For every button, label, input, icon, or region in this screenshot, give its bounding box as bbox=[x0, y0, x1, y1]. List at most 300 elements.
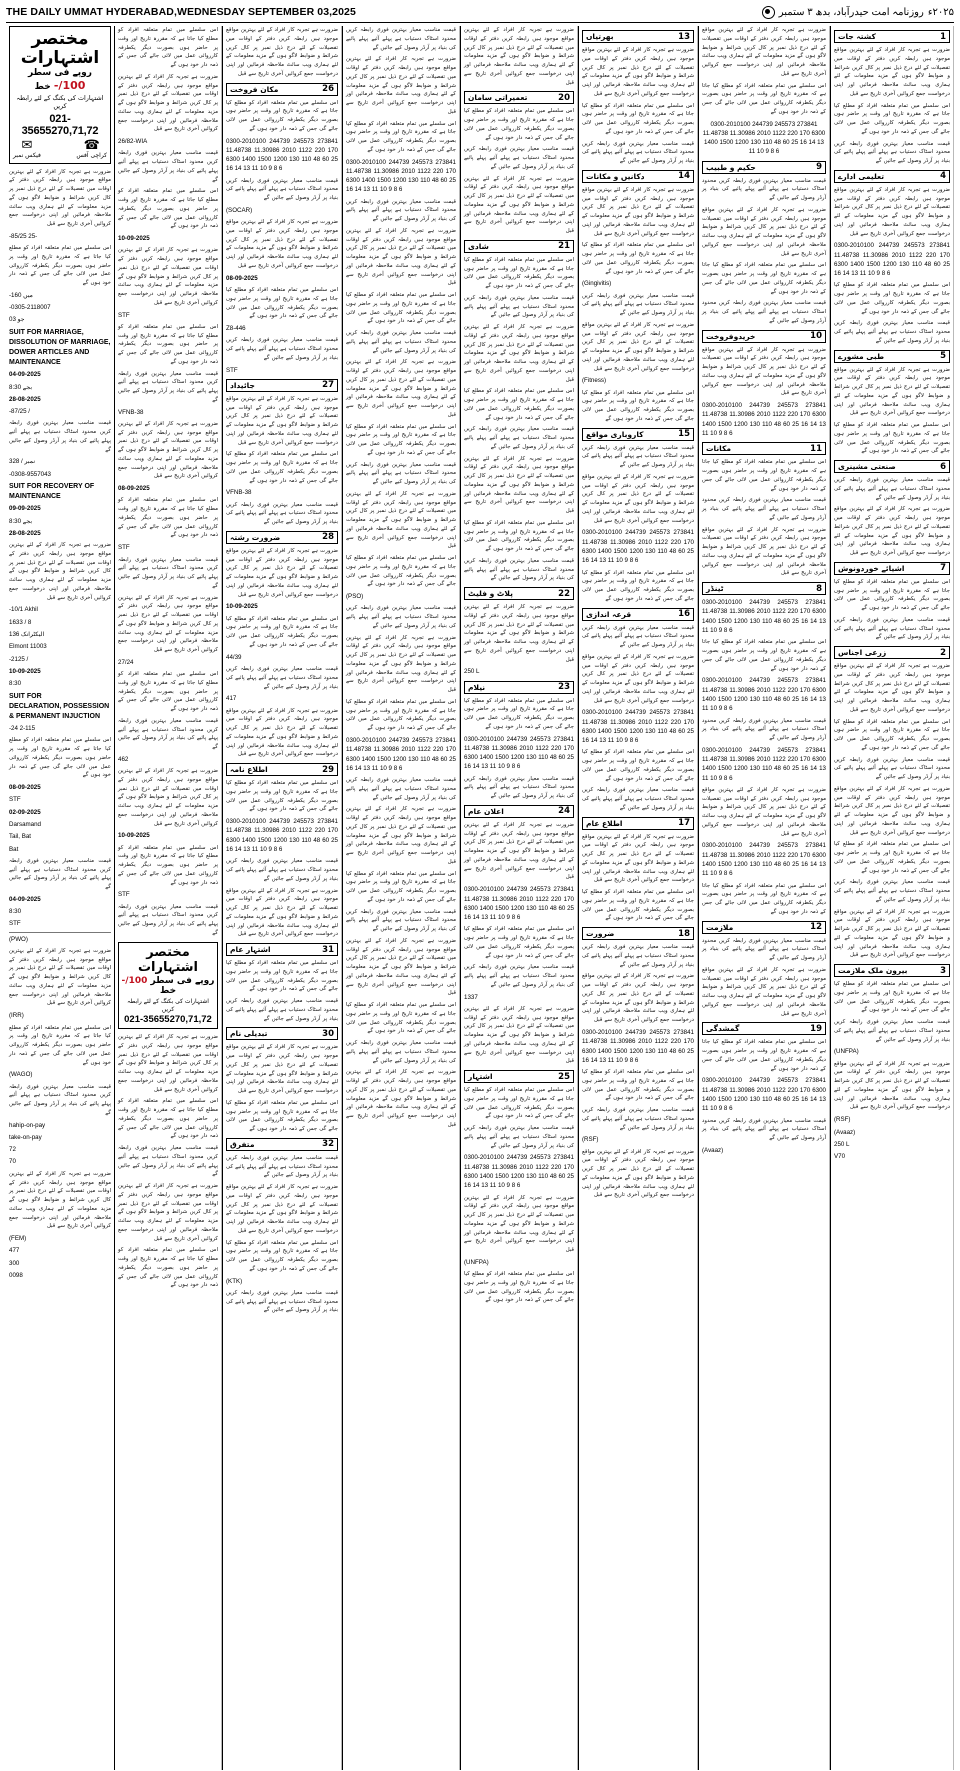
ad-label: بیرون ملک ملازمت bbox=[838, 966, 908, 976]
price-note: 0300-2010100 244739 245573 273841 11.48738 11.30986 2010 1122 220 170 6300 1400 1500 1200 130 110 48 60 25 16 14 13 11 10 9 8 6 bbox=[702, 1077, 826, 1113]
ad-header-12[interactable] bbox=[702, 921, 826, 934]
classified-text: قیمت مناسب معیار بہترین فوری رابطہ کریں محدود اسٹاک دستیاب ہے پہلے آئیے پہلے پائیے کی بنیاد پر آرڈر وصول کیے جائیں گے bbox=[226, 998, 338, 1022]
classified-text: اس سلسلے میں تمام متعلقہ افراد کو مطلع کیا جاتا ہے کہ مقررہ تاریخ اور وقت پر حاضر ہوں بصورت دیگر یکطرفہ کارروائی عمل میں لائی جائے گی جس کے ذمہ دار خود ہوں گے bbox=[226, 451, 338, 484]
misc-code: (UNFPA) bbox=[464, 1258, 489, 1266]
classified-text: قیمت مناسب معیار بہترین فوری رابطہ کریں محدود اسٹاک دستیاب ہے پہلے آئیے پہلے پائیے کی بنیاد پر آرڈر وصول کیے جائیں گے bbox=[226, 666, 338, 690]
ad-header-3[interactable] bbox=[834, 964, 950, 977]
classified-text: اس سلسلے میں تمام متعلقہ افراد کو مطلع کیا جاتا ہے کہ مقررہ تاریخ اور وقت پر حاضر ہوں بصورت دیگر یکطرفہ کارروائی عمل میں لائی جائے گی جس کے ذمہ دار خود ہوں گے bbox=[346, 555, 456, 588]
ad-header-19[interactable] bbox=[702, 1022, 826, 1035]
classified-text: قیمت مناسب معیار بہترین فوری رابطہ کریں محدود اسٹاک دستیاب ہے پہلے آئیے پہلے پائیے کی بنیاد پر آرڈر وصول کیے جائیں گے bbox=[118, 903, 218, 936]
legal-time-1: 8:30 بجے bbox=[9, 383, 33, 391]
classified-text: ضرورت ہے تجربہ کار افراد کے لئے بہترین مواقع موجود ہیں رابطہ کریں دفتر کے اوقات میں تفصیلات کے لئے درج ذیل نمبر پر کال کریں شرائط و ضوابط لاگو ہوں گے مزید معلومات کے لئے ہماری ویب سائٹ ملاحظہ فرمائیں اور اپنی درخواست جمع کروائیں آخری تاریخ سے قبل bbox=[702, 786, 826, 837]
ad-header-8[interactable] bbox=[702, 582, 826, 595]
display-ad-headline: مختصر اشتہارات bbox=[20, 29, 100, 68]
classified-text: ضرورت ہے تجربہ کار افراد کے لئے بہترین مواقع موجود ہیں رابطہ کریں دفتر کے اوقات میں تفصیلات کے لئے درج ذیل نمبر پر کال کریں شرائط و ضوابط لاگو ہوں گے مزید معلومات کے لئے ہماری ویب سائٹ ملاحظہ فرمائیں اور اپنی درخواست جمع کروائیں آخری تاریخ سے قبل bbox=[834, 186, 950, 237]
classified-text: اس سلسلے میں تمام متعلقہ افراد کو مطلع کیا جاتا ہے کہ مقررہ تاریخ اور وقت پر حاضر ہوں بصورت دیگر یکطرفہ کارروائی عمل میں لائی جائے گی جس کے ذمہ دار خود ہوں گے bbox=[834, 282, 950, 315]
classified-text: اس سلسلے میں تمام متعلقہ افراد کو مطلع کیا جاتا ہے کہ مقررہ تاریخ اور وقت پر حاضر ہوں بصورت دیگر یکطرفہ کارروائی عمل میں لائی جائے گی جس کے ذمہ دار خود ہوں گے bbox=[118, 671, 218, 713]
classified-text: قیمت مناسب معیار بہترین فوری رابطہ کریں محدود اسٹاک دستیاب ہے پہلے آئیے پہلے پائیے کی بنیاد پر آرڈر وصول کیے جائیں گے bbox=[582, 140, 694, 164]
classified-text: ضرورت ہے تجربہ کار افراد کے لئے بہترین مواقع موجود ہیں رابطہ کریں دفتر کے اوقات میں تفصیلات کے لئے درج ذیل نمبر پر کال کریں شرائط و ضوابط لاگو ہوں گے مزید معلومات کے لئے ہماری ویب سائٹ ملاحظہ فرمائیں اور اپنی درخواست جمع کروائیں آخری تاریخ سے قبل bbox=[346, 806, 456, 865]
legal-num-477: 477 bbox=[9, 1247, 20, 1255]
classified-text: ضرورت ہے تجربہ کار افراد کے لئے بہترین مواقع موجود ہیں رابطہ کریں دفتر کے اوقات میں تفصیلات کے لئے درج ذیل نمبر پر کال کریں شرائط و ضوابط لاگو ہوں گے مزید معلومات کے لئے ہماری ویب سائٹ ملاحظہ فرمائیں اور اپنی درخواست جمع کروائیں آخری تاریخ سے قبل bbox=[582, 321, 694, 372]
legal-code-wago: (WAGO) bbox=[9, 1071, 33, 1079]
classified-text: اس سلسلے میں تمام متعلقہ افراد کو مطلع کیا جاتا ہے کہ مقررہ تاریخ اور وقت پر حاضر ہوں بصورت دیگر یکطرفہ کارروائی عمل میں لائی جائے گی جس کے ذمہ دار خود ہوں گے bbox=[834, 841, 950, 874]
price-note: 0300-2010100 244739 245573 273841 11.48738 11.30986 2010 1122 220 170 6300 1400 1500 1200 130 110 48 60 25 16 14 13 11 10 9 8 6 bbox=[226, 137, 338, 173]
classified-text: ضرورت ہے تجربہ کار افراد کے لئے بہترین مواقع موجود ہیں رابطہ کریں دفتر کے اوقات میں تفصیلات کے لئے درج ذیل نمبر پر کال کریں شرائط و ضوابط لاگو ہوں گے مزید معلومات کے لئے ہماری ویب سائٹ ملاحظہ فرمائیں اور اپنی درخواست جمع کروائیں آخری تاریخ سے قبل bbox=[346, 634, 456, 694]
classified-text: قیمت مناسب معیار بہترین فوری رابطہ کریں محدود اسٹاک دستیاب ہے پہلے آئیے پہلے پائیے کی بنیاد پر آرڈر وصول کیے جائیں گے bbox=[226, 177, 338, 202]
ad-number: 19 bbox=[810, 1023, 822, 1034]
tender-numbers: 0300-2010100 244739 245573 273841 11.48738 11.30986 2010 1122 220 170 6300 1400 1500 1200 130 110 48 60 25 16 14 13 11 10 9 8 6 bbox=[702, 677, 826, 713]
classified-text: اس سلسلے میں تمام متعلقہ افراد کو مطلع کیا جاتا ہے کہ مقررہ تاریخ اور وقت پر حاضر ہوں بصورت دیگر یکطرفہ کارروائی عمل میں لائی جائے گی جس کے ذمہ دار خود ہوں گے bbox=[118, 1098, 218, 1140]
legal-time-2: 8:30 بجے bbox=[9, 517, 33, 525]
legal-num-0098: 0098 bbox=[9, 1271, 23, 1279]
classified-text: اس سلسلے میں تمام متعلقہ افراد کو مطلع کیا جاتا ہے کہ مقررہ تاریخ اور وقت پر حاضر ہوں بصورت دیگر یکطرفہ کارروائی عمل میں لائی جائے گی جس کے ذمہ دار خود ہوں گے bbox=[582, 242, 694, 275]
legal-date-2: 28-08-2025 bbox=[9, 395, 41, 403]
ad-label: ملازمت bbox=[706, 922, 734, 932]
masthead-english-title: THE DAILY UMMAT HYDERABAD,WEDNESDAY SEPTEMBER 03,2025 bbox=[6, 6, 356, 18]
classified-text: قیمت مناسب معیار بہترین فوری رابطہ کریں محدود اسٹاک دستیاب ہے پہلے آئیے پہلے پائیے کی بنیاد پر آرڈر وصول کیے جائیں گے bbox=[834, 477, 950, 501]
stf-code: STF bbox=[118, 544, 130, 552]
display-ad-subtext: اشتہارات کی بکنگ کے لئے رابطہ کریں bbox=[16, 93, 104, 111]
legal-ref-3: -0305-2118007 bbox=[9, 304, 51, 312]
ad-label: جائیداد bbox=[230, 380, 255, 390]
product-code-v70: V70 bbox=[834, 1153, 846, 1161]
ad-number: 12 bbox=[810, 922, 822, 933]
stf-code: STF bbox=[118, 891, 130, 899]
notice-date: 08-09-2025 bbox=[226, 274, 258, 282]
medical-term-fitness: (Fitness) bbox=[582, 377, 607, 385]
ad-header-28[interactable] bbox=[226, 531, 338, 544]
ad-header-15[interactable] bbox=[582, 428, 694, 441]
ad-header-24[interactable] bbox=[464, 805, 574, 818]
legal-place-2: Tail, Bat bbox=[9, 833, 32, 841]
tender-numbers: 0300-2010100 244739 245573 273841 11.48738 11.30986 2010 1122 220 170 6300 1400 1500 1200 130 110 48 60 25 16 14 13 11 10 9 8 6 bbox=[702, 746, 826, 782]
price-note: 0300-2010100 244739 245573 273841 11.48738 11.30986 2010 1122 220 170 6300 1400 1500 1200 130 110 48 60 25 16 14 13 11 10 9 8 6 bbox=[702, 402, 826, 438]
ad-label: دکانیں و مکانات bbox=[586, 171, 645, 181]
classified-text: قیمت مناسب معیار بہترین فوری رابطہ کریں محدود اسٹاک دستیاب ہے پہلے آئیے پہلے پائیے کی بنیاد پر آرڈر وصول کیے جائیں گے bbox=[702, 1117, 826, 1142]
column-7 bbox=[698, 26, 830, 1770]
classified-text: ضرورت ہے تجربہ کار افراد کے لئے بہترین مواقع موجود ہیں رابطہ کریں دفتر کے اوقات میں تفصیلات کے لئے درج ذیل نمبر پر کال کریں شرائط و ضوابط لاگو ہوں گے مزید معلومات کے لئے ہماری ویب سائٹ ملاحظہ فرمائیں اور اپنی درخواست جمع کروائیں آخری تاریخ سے قبل bbox=[226, 1044, 338, 1094]
ad-header-23[interactable] bbox=[464, 681, 574, 694]
classified-text: قیمت مناسب معیار بہترین فوری رابطہ کریں محدود اسٹاک دستیاب ہے پہلے آئیے پہلے پائیے کی بنیاد پر آرڈر وصول کیے جائیں گے bbox=[834, 756, 950, 781]
classified-text: ضرورت ہے تجربہ کار افراد کے لئے بہترین مواقع موجود ہیں رابطہ کریں دفتر کے اوقات میں تفصیلات کے لئے درج ذیل نمبر پر کال کریں شرائط و ضوابط لاگو ہوں گے مزید معلومات کے لئے ہماری ویب سائٹ ملاحظہ فرمائیں اور اپنی درخواست جمع کروائیں آخری تاریخ سے قبل bbox=[464, 1005, 574, 1065]
column-grid bbox=[6, 26, 954, 1770]
legal-heading-line: DOWER ARTICLES AND bbox=[9, 348, 90, 356]
classified-text: اس سلسلے میں تمام متعلقہ افراد کو مطلع کیا جاتا ہے کہ مقررہ تاریخ اور وقت پر حاضر ہوں بصورت دیگر یکطرفہ کارروائی عمل میں لائی جائے گی جس کے ذمہ دار خود ہوں گے bbox=[226, 1239, 338, 1272]
notice-date: 08-09-2025 bbox=[118, 485, 150, 493]
classified-text: قیمت مناسب معیار بہترین فوری رابطہ کریں محدود اسٹاک دستیاب ہے پہلے آئیے پہلے پائیے کی بنیاد پر آرڈر وصول کیے جائیں گے bbox=[834, 1019, 950, 1043]
ad-header-10[interactable] bbox=[702, 330, 826, 343]
classified-text: اس سلسلے میں تمام متعلقہ افراد کو مطلع کیا جاتا ہے کہ مقررہ تاریخ اور وقت پر حاضر ہوں بصورت دیگر یکطرفہ کارروائی عمل میں لائی جائے گی جس کے ذمہ دار خود ہوں گے bbox=[118, 497, 218, 539]
classified-text: اس سلسلے میں تمام متعلقہ افراد کو مطلع کیا جاتا ہے کہ مقررہ تاریخ اور وقت پر حاضر ہوں بصورت دیگر یکطرفہ کارروائی عمل میں لائی جائے گی جس کے ذمہ دار خود ہوں گے bbox=[464, 388, 574, 421]
classified-text: قیمت مناسب معیار بہترین فوری رابطہ کریں محدود اسٹاک دستیاب ہے پہلے آئیے پہلے پائیے کی بنیاد پر آرڈر وصول کیے جائیں گے bbox=[702, 177, 826, 202]
column-1 bbox=[6, 26, 114, 1770]
classified-text: قیمت مناسب معیار بہترین فوری رابطہ کریں محدود اسٹاک دستیاب ہے پہلے آئیے پہلے پائیے کی بنیاد پر آرڈر وصول کیے جائیں گے bbox=[346, 198, 456, 223]
classified-text: ضرورت ہے تجربہ کار افراد کے لئے بہترین مواقع موجود ہیں رابطہ کریں دفتر کے اوقات میں تفصیلات کے لئے درج ذیل نمبر پر کال کریں شرائط و ضوابط لاگو ہوں گے مزید معلومات کے لئے ہماری ویب سائٹ ملاحظہ فرمائیں اور اپنی درخواست جمع کروائیں آخری تاریخ سے قبل bbox=[226, 707, 338, 758]
medical-term-gingivitis: (Gingivitis) bbox=[582, 280, 612, 288]
classified-text: قیمت مناسب معیار بہترین فوری رابطہ کریں محدود اسٹاک دستیاب ہے پہلے آئیے پہلے پائیے کی بنیاد پر آرڈر وصول کیے جائیں گے bbox=[226, 501, 338, 526]
advertiser-name: (SOCAR) bbox=[226, 206, 253, 214]
classified-text: ضرورت ہے تجربہ کار افراد کے لئے بہترین مواقع موجود ہیں رابطہ کریں دفتر کے اوقات میں تفصیلات کے لئے درج ذیل نمبر پر کال کریں شرائط و ضوابط لاگو ہوں گے مزید معلومات کے لئے ہماری ویب سائٹ ملاحظہ فرمائیں اور اپنی درخواست جمع کروائیں آخری تاریخ سے قبل bbox=[346, 56, 456, 115]
ummat-logo-icon bbox=[762, 6, 775, 19]
classified-text: اس سلسلے میں تمام متعلقہ افراد کو مطلع کیا جاتا ہے کہ مقررہ تاریخ اور وقت پر حاضر ہوں بصورت دیگر یکطرفہ کارروائی عمل میں لائی جائے گی جس کے ذمہ دار خود ہوں گے bbox=[702, 882, 826, 915]
ad-number: 24 bbox=[558, 806, 570, 817]
classified-text: ضرورت ہے تجربہ کار افراد کے لئے بہترین مواقع موجود ہیں رابطہ کریں دفتر کے اوقات میں تفصیلات کے لئے درج ذیل نمبر پر کال کریں شرائط و ضوابط لاگو ہوں گے مزید معلومات کے لئے ہماری ویب سائٹ ملاحظہ فرمائیں اور اپنی درخواست جمع کروائیں آخری تاریخ سے قبل bbox=[834, 506, 950, 557]
ad-label: مکانات bbox=[706, 444, 731, 454]
classified-text: ضرورت ہے تجربہ کار افراد کے لئے بہترین مواقع موجود ہیں رابطہ کریں دفتر کے اوقات میں تفصیلات کے لئے درج ذیل نمبر پر کال کریں شرائط و ضوابط لاگو ہوں گے مزید معلومات کے لئے ہماری ویب سائٹ ملاحظہ فرمائیں اور اپنی درخواست جمع کروائیں آخری تاریخ سے قبل bbox=[346, 1069, 456, 1128]
mini-ad-headline: مختصر اشتہارات bbox=[137, 944, 199, 975]
classified-text: ضرورت ہے تجربہ کار افراد کے لئے بہترین مواقع موجود ہیں رابطہ کریں دفتر کے اوقات میں تفصیلات کے لئے درج ذیل نمبر پر کال کریں شرائط و ضوابط لاگو ہوں گے مزید معلومات کے لئے ہماری ویب سائٹ ملاحظہ فرمائیں اور اپنی درخواست جمع کروائیں آخری تاریخ سے قبل bbox=[582, 473, 694, 524]
price-note: 0300-2010100 244739 245573 273841 11.48738 11.30986 2010 1122 220 170 6300 1400 1500 1200 130 110 48 60 25 16 14 13 11 10 9 8 6 bbox=[582, 529, 694, 565]
classified-text: قیمت مناسب معیار بہترین فوری رابطہ کریں محدود اسٹاک دستیاب ہے پہلے آئیے پہلے پائیے کی بنیاد پر آرڈر وصول کیے جائیں گے bbox=[464, 964, 574, 988]
ad-label: اشیائے خوردونوش bbox=[838, 563, 905, 573]
legal-code-fem: (FEM) bbox=[9, 1235, 27, 1243]
classified-text: ضرورت ہے تجربہ کار افراد کے لئے بہترین مواقع موجود ہیں رابطہ کریں دفتر کے اوقات میں تفصیلات کے لئے درج ذیل نمبر پر کال کریں شرائط و ضوابط لاگو ہوں گے مزید معلومات کے لئے ہماری ویب سائٹ ملاحظہ فرمائیں اور اپنی درخواست جمع کروائیں آخری تاریخ سے قبل bbox=[582, 833, 694, 884]
ad-number: 31 bbox=[322, 944, 334, 955]
ad-header-26[interactable] bbox=[226, 83, 338, 96]
classified-text: ضرورت ہے تجربہ کار افراد کے لئے بہترین مواقع موجود ہیں رابطہ کریں دفتر کے اوقات میں تفصیلات کے لئے درج ذیل نمبر پر کال کریں شرائط و ضوابط لاگو ہوں گے مزید معلومات کے لئے ہماری ویب سائٹ ملاحظہ فرمائیں اور اپنی درخواست جمع کروائیں آخری تاریخ سے قبل bbox=[702, 206, 826, 257]
stf-code: STF bbox=[9, 796, 21, 804]
classified-text: ضرورت ہے تجربہ کار افراد کے لئے بہترین مواقع موجود ہیں رابطہ کریں دفتر کے اوقات میں تفصیلات کے لئے درج ذیل نمبر پر کال کریں شرائط و ضوابط لاگو ہوں گے مزید معلومات کے لئے ہماری ویب سائٹ ملاحظہ فرمائیں اور اپنی درخواست جمع کروائیں آخری تاریخ سے قبل bbox=[464, 27, 574, 86]
classified-text: اس سلسلے میں تمام متعلقہ افراد کو مطلع کیا جاتا ہے کہ مقررہ تاریخ اور وقت پر حاضر ہوں بصورت دیگر یکطرفہ کارروائی عمل میں لائی جائے گی جس کے ذمہ دار خود ہوں گے bbox=[464, 519, 574, 552]
legal-place-1: Darsamand bbox=[9, 820, 41, 828]
ad-header-29[interactable] bbox=[226, 763, 338, 776]
column-8 bbox=[830, 26, 954, 1770]
ad-number: 27 bbox=[322, 380, 334, 391]
legal-heading-line: & PERMANENT INJUCTION bbox=[9, 712, 101, 720]
ad-header-20[interactable] bbox=[464, 91, 574, 104]
ad-number: 2 bbox=[940, 647, 946, 658]
classified-text: قیمت مناسب معیار بہترین فوری رابطہ کریں محدود اسٹاک دستیاب ہے پہلے آئیے پہلے پائیے کی بنیاد پر آرڈر وصول کیے جائیں گے bbox=[464, 294, 574, 319]
classified-text: ضرورت ہے تجربہ کار افراد کے لئے بہترین مواقع موجود ہیں رابطہ کریں دفتر کے اوقات میں تفصیلات کے لئے درج ذیل نمبر پر کال کریں شرائط و ضوابط لاگو ہوں گے مزید معلومات کے لئے ہماری ویب سائٹ ملاحظہ فرمائیں اور اپنی درخواست جمع کروائیں آخری تاریخ سے قبل bbox=[9, 947, 111, 1007]
legal-heading-2 bbox=[9, 482, 111, 502]
ad-header-9[interactable] bbox=[702, 161, 826, 174]
legal-heading-line: DISSOLUTION OF MARRIAGE, bbox=[9, 338, 111, 346]
legal-ref-6: 328 / نمبر bbox=[9, 458, 36, 466]
price-note: 0300-2010100 244739 245573 273841 11.48738 11.30986 2010 1122 220 170 6300 1400 1500 1200 130 110 48 60 25 16 14 13 11 10 9 8 6 bbox=[582, 709, 694, 745]
classified-text: ضرورت ہے تجربہ کار افراد کے لئے بہترین مواقع موجود ہیں رابطہ کریں دفتر کے اوقات میں تفصیلات کے لئے درج ذیل نمبر پر کال کریں شرائط و ضوابط لاگو ہوں گے مزید معلومات کے لئے ہماری ویب سائٹ ملاحظہ فرمائیں اور اپنی درخواست جمع کروائیں آخری تاریخ سے قبل bbox=[226, 395, 338, 446]
ad-label: ضرورت رشتہ bbox=[230, 532, 281, 542]
classified-text: قیمت مناسب معیار بہترین فوری رابطہ کریں محدود اسٹاک دستیاب ہے پہلے آئیے پہلے پائیے کی بنیاد پر آرڈر وصول کیے جائیں گے bbox=[346, 1040, 456, 1064]
ad-number: 16 bbox=[678, 609, 690, 620]
display-ad-rate-prefix: خط bbox=[34, 82, 51, 93]
classified-text: قیمت مناسب معیار بہترین فوری رابطہ کریں محدود اسٹاک دستیاب ہے پہلے آئیے پہلے پائیے کی بنیاد پر آرڈر وصول کیے جائیں گے bbox=[346, 605, 456, 629]
classified-text: اس سلسلے میں تمام متعلقہ افراد کو مطلع کیا جاتا ہے کہ مقررہ تاریخ اور وقت پر حاضر ہوں بصورت دیگر یکطرفہ کارروائی عمل میں لائی جائے گی جس کے ذمہ دار خود ہوں گے bbox=[226, 960, 338, 993]
classified-text: قیمت مناسب معیار بہترین فوری رابطہ کریں محدود اسٹاک دستیاب ہے پہلے آئیے پہلے پائیے کی بنیاد پر آرڈر وصول کیے جائیں گے bbox=[464, 146, 574, 170]
classified-text: ضرورت ہے تجربہ کار افراد کے لئے بہترین مواقع موجود ہیں رابطہ کریں دفتر کے اوقات میں تفصیلات کے لئے درج ذیل نمبر پر کال کریں شرائط و ضوابط لاگو ہوں گے مزید معلومات کے لئے ہماری ویب سائٹ ملاحظہ فرمائیں اور اپنی درخواست جمع کروائیں آخری تاریخ سے قبل bbox=[702, 526, 826, 577]
classified-text: ضرورت ہے تجربہ کار افراد کے لئے بہترین مواقع موجود ہیں رابطہ کریں دفتر کے اوقات میں تفصیلات کے لئے درج ذیل نمبر پر کال کریں شرائط و ضوابط لاگو ہوں گے مزید معلومات کے لئے ہماری ویب سائٹ ملاحظہ فرمائیں اور اپنی درخواست جمع کروائیں آخری تاریخ سے قبل bbox=[834, 785, 950, 836]
classified-text: ضرورت ہے تجربہ کار افراد کے لئے بہترین مواقع موجود ہیں رابطہ کریں دفتر کے اوقات میں تفصیلات کے لئے درج ذیل نمبر پر کال کریں شرائط و ضوابط لاگو ہوں گے مزید معلومات کے لئے ہماری ویب سائٹ ملاحظہ فرمائیں اور اپنی درخواست جمع کروائیں آخری تاریخ سے قبل bbox=[226, 887, 338, 938]
misc-code: (KTK) bbox=[226, 1277, 243, 1285]
org-code-unfpa: (UNFPA) bbox=[834, 1048, 859, 1056]
mini-ad-rate bbox=[121, 976, 215, 998]
legal-ref-8: -10/1 Akhil bbox=[9, 606, 38, 614]
notice-date: 10-09-2025 bbox=[118, 235, 150, 243]
classified-text: قیمت مناسب معیار بہترین فوری رابطہ کریں محدود اسٹاک دستیاب ہے پہلے آئیے پہلے پائیے کی بنیاد پر آرڈر وصول کیے جائیں گے bbox=[226, 858, 338, 882]
ad-number: 22 bbox=[558, 588, 570, 599]
legal-ref-13: -24 2-115 bbox=[9, 724, 36, 732]
classified-text: اس سلسلے میں تمام متعلقہ افراد کو مطلع کیا جاتا ہے کہ مقررہ تاریخ اور وقت پر حاضر ہوں بصورت دیگر یکطرفہ کارروائی عمل میں لائی جائے گی جس کے ذمہ دار خود ہوں گے bbox=[464, 1271, 574, 1304]
notice-ref: VFNB-38 bbox=[118, 408, 144, 416]
classified-text: قیمت مناسب معیار بہترین فوری رابطہ کریں محدود اسٹاک دستیاب ہے پہلے آئیے پہلے پائیے کی بنیاد پر آرڈر وصول کیے جائیں گے bbox=[346, 27, 456, 51]
price-note: 0300-2010100 244739 245573 273841 11.48738 11.30986 2010 1122 220 170 6300 1400 1500 1200 130 110 48 60 25 16 14 13 11 10 9 8 6 bbox=[834, 242, 950, 278]
ad-header-16[interactable] bbox=[582, 608, 694, 621]
notice-ref: 27/24 bbox=[118, 658, 134, 666]
classified-text: قیمت مناسب معیار بہترین فوری رابطہ کریں محدود اسٹاک دستیاب ہے پہلے آئیے پہلے پائیے کی بنیاد پر آرڈر وصول کیے جائیں گے bbox=[346, 777, 456, 801]
classified-text: اس سلسلے میں تمام متعلقہ افراد کو مطلع کیا جاتا ہے کہ مقررہ تاریخ اور وقت پر حاضر ہوں بصورت دیگر یکطرفہ کارروائی عمل میں لائی جائے گی جس کے ذمہ دار خود ہوں گے bbox=[582, 749, 694, 782]
classified-text: قیمت مناسب معیار بہترین فوری رابطہ کریں محدود اسٹاک دستیاب ہے پہلے آئیے پہلے پائیے کی بنیاد پر آرڈر وصول کیے جائیں گے bbox=[118, 717, 218, 751]
ad-header-18[interactable] bbox=[582, 927, 694, 940]
classified-text: قیمت مناسب معیار بہترین فوری رابطہ کریں محدود اسٹاک دستیاب ہے پہلے آئیے پہلے پائیے کی بنیاد پر آرڈر وصول کیے جائیں گے bbox=[834, 616, 950, 641]
classified-text: ضرورت ہے تجربہ کار افراد کے لئے بہترین مواقع موجود ہیں رابطہ کریں دفتر کے اوقات میں تفصیلات کے لئے درج ذیل نمبر پر کال کریں شرائط و ضوابط لاگو ہوں گے مزید معلومات کے لئے ہماری ویب سائٹ ملاحظہ فرمائیں اور اپنی درخواست جمع کروائیں آخری تاریخ سے قبل bbox=[464, 1194, 574, 1254]
classified-text: قیمت مناسب معیار بہترین فوری رابطہ کریں محدود اسٹاک دستیاب ہے پہلے آئیے پہلے پائیے کی بنیاد پر آرڈر وصول کیے جائیں گے bbox=[226, 1154, 338, 1179]
classified-text: ضرورت ہے تجربہ کار افراد کے لئے بہترین مواقع موجود ہیں رابطہ کریں دفتر کے اوقات میں تفصیلات کے لئے درج ذیل نمبر پر کال کریں شرائط و ضوابط لاگو ہوں گے مزید معلومات کے لئے ہماری ویب سائٹ ملاحظہ فرمائیں اور اپنی درخواست جمع کروائیں آخری تاریخ سے قبل bbox=[118, 768, 218, 827]
classified-text: قیمت مناسب معیار بہترین فوری رابطہ کریں محدود اسٹاک دستیاب ہے پہلے آئیے پہلے پائیے کی بنیاد پر آرڈر وصول کیے جائیں گے bbox=[9, 420, 111, 453]
classified-text: اس سلسلے میں تمام متعلقہ افراد کو مطلع کیا جاتا ہے کہ مقررہ تاریخ اور وقت پر حاضر ہوں بصورت دیگر یکطرفہ کارروائی عمل میں لائی جائے گی جس کے ذمہ دار خود ہوں گے bbox=[464, 926, 574, 959]
notice-ref: Z8-446 bbox=[226, 325, 246, 333]
ad-header-25[interactable] bbox=[464, 1070, 574, 1083]
misc-code: (PSO) bbox=[346, 593, 364, 601]
ad-header-14[interactable] bbox=[582, 170, 694, 183]
notice-date: 10-09-2025 bbox=[118, 832, 150, 840]
classified-text: ضرورت ہے تجربہ کار افراد کے لئے بہترین مواقع موجود ہیں رابطہ کریں دفتر کے اوقات میں تفصیلات کے لئے درج ذیل نمبر پر کال کریں شرائط و ضوابط لاگو ہوں گے مزید معلومات کے لئے ہماری ویب سائٹ ملاحظہ فرمائیں اور اپنی درخواست جمع کروائیں آخری تاریخ سے قبل bbox=[346, 359, 456, 418]
ad-header-6[interactable] bbox=[834, 460, 950, 473]
display-ad-rate-value: 100/- bbox=[53, 79, 86, 93]
ad-label: تعمیراتی سامان bbox=[468, 93, 528, 103]
ad-header-2[interactable] bbox=[834, 646, 950, 659]
notice-ref: 26/82-WIA bbox=[118, 138, 148, 145]
ad-label: اطلاع عام bbox=[586, 818, 623, 828]
tender-numbers: 0300-2010100 244739 245573 273841 11.48738 11.30986 2010 1122 220 170 6300 1400 1500 1200 130 110 48 60 25 16 14 13 11 10 9 8 6 bbox=[702, 842, 826, 878]
classified-text: قیمت مناسب معیار بہترین فوری رابطہ کریں محدود اسٹاک دستیاب ہے پہلے آئیے پہلے پائیے کی بنیاد پر آرڈر وصول کیے جائیں گے bbox=[464, 426, 574, 450]
classified-text: ضرورت ہے تجربہ کار افراد کے لئے بہترین مواقع موجود ہیں رابطہ کریں دفتر کے اوقات میں تفصیلات کے لئے درج ذیل نمبر پر کال کریں شرائط و ضوابط لاگو ہوں گے مزید معلومات کے لئے ہماری ویب سائٹ ملاحظہ فرمائیں اور اپنی درخواست جمع کروائیں آخری تاریخ سے قبل bbox=[702, 346, 826, 397]
classified-text: اس سلسلے میں تمام متعلقہ افراد کو مطلع کیا جاتا ہے کہ مقررہ تاریخ اور وقت پر حاضر ہوں بصورت دیگر یکطرفہ کارروائی عمل میں لائی جائے گی جس کے ذمہ دار خود ہوں گے bbox=[464, 256, 574, 289]
classified-text: اس سلسلے میں تمام متعلقہ افراد کو مطلع کیا جاتا ہے کہ مقررہ تاریخ اور وقت پر حاضر ہوں بصورت دیگر یکطرفہ کارروائی عمل میں لائی جائے گی جس کے ذمہ دار خود ہوں گے bbox=[834, 102, 950, 135]
ad-number: 20 bbox=[558, 92, 570, 103]
legal-num-300: 300 bbox=[9, 1259, 20, 1267]
notice-ref: 1337 bbox=[464, 993, 478, 1001]
org-code-avaaz: (Avaaz) bbox=[834, 1128, 856, 1136]
classified-text: ضرورت ہے تجربہ کار افراد کے لئے بہترین مواقع موجود ہیں رابطہ کریں دفتر کے اوقات میں تفصیلات کے لئے درج ذیل نمبر پر کال کریں شرائط و ضوابط لاگو ہوں گے مزید معلومات کے لئے ہماری ویب سائٹ ملاحظہ فرمائیں اور اپنی درخواست جمع کروائیں آخری تاریخ سے قبل bbox=[464, 455, 574, 514]
mini-ad-classified-rates bbox=[118, 942, 218, 1029]
ad-number: 25 bbox=[558, 1071, 570, 1082]
classified-text: قیمت مناسب معیار بہترین فوری رابطہ کریں محدود اسٹاک دستیاب ہے پہلے آئیے پہلے پائیے کی بنیاد پر آرڈر وصول کیے جائیں گے bbox=[834, 879, 950, 903]
legal-code-hahip: hahip-on-pay bbox=[9, 1121, 46, 1129]
classified-text: ضرورت ہے تجربہ کار افراد کے لئے بہترین مواقع موجود ہیں رابطہ کریں دفتر کے اوقات میں تفصیلات کے لئے درج ذیل نمبر پر کال کریں شرائط و ضوابط لاگو ہوں گے مزید معلومات کے لئے ہماری ویب سائٹ ملاحظہ فرمائیں اور اپنی درخواست جمع کروائیں آخری تاریخ سے قبل bbox=[118, 420, 218, 480]
classified-text: ضرورت ہے تجربہ کار افراد کے لئے بہترین مواقع موجود ہیں رابطہ کریں دفتر کے اوقات میں تفصیلات کے لئے درج ذیل نمبر پر کال کریں شرائط و ضوابط لاگو ہوں گے مزید معلومات کے لئے ہماری ویب سائٹ ملاحظہ فرمائیں اور اپنی درخواست جمع کروائیں آخری تاریخ سے قبل bbox=[582, 1148, 694, 1199]
ad-header-17[interactable] bbox=[582, 817, 694, 830]
classified-text: ضرورت ہے تجربہ کار افراد کے لئے بہترین مواقع موجود ہیں رابطہ کریں دفتر کے اوقات میں تفصیلات کے لئے درج ذیل نمبر پر کال کریں شرائط و ضوابط لاگو ہوں گے مزید معلومات کے لئے ہماری ویب سائٹ ملاحظہ فرمائیں اور اپنی درخواست جمع کروائیں آخری تاریخ سے قبل bbox=[118, 247, 218, 306]
classified-text: ضرورت ہے تجربہ کار افراد کے لئے بہترین مواقع موجود ہیں رابطہ کریں دفتر کے اوقات میں تفصیلات کے لئے درج ذیل نمبر پر کال کریں شرائط و ضوابط لاگو ہوں گے مزید معلومات کے لئے ہماری ویب سائٹ ملاحظہ فرمائیں اور اپنی درخواست جمع کروائیں آخری تاریخ سے قبل bbox=[464, 175, 574, 234]
ad-label: اشتہار عام bbox=[230, 945, 271, 954]
legal-date-3: 09-09-2025 bbox=[9, 505, 41, 513]
masthead bbox=[6, 4, 954, 23]
classified-text: ضرورت ہے تجربہ کار افراد کے لئے بہترین مواقع موجود ہیں رابطہ کریں دفتر کے اوقات میں تفصیلات کے لئے درج ذیل نمبر پر کال کریں شرائط و ضوابط لاگو ہوں گے مزید معلومات کے لئے ہماری ویب سائٹ ملاحظہ فرمائیں اور اپنی درخواست جمع کروائیں آخری تاریخ سے قبل bbox=[346, 490, 456, 550]
classified-text: ضرورت ہے تجربہ کار افراد کے لئے بہترین مواقع موجود ہیں رابطہ کریں دفتر کے اوقات میں تفصیلات کے لئے درج ذیل نمبر پر کال کریں شرائط و ضوابط لاگو ہوں گے مزید معلومات کے لئے ہماری ویب سائٹ ملاحظہ فرمائیں اور اپنی درخواست جمع کروائیں آخری تاریخ سے قبل bbox=[9, 542, 111, 601]
legal-heading-line: SUIT FOR MARRIAGE, bbox=[9, 328, 84, 336]
classified-text: قیمت مناسب معیار بہترین فوری رابطہ کریں محدود اسٹاک دستیاب ہے پہلے آئیے پہلے پائیے کی بنیاد پر آرڈر وصول کیے جائیں گے bbox=[702, 937, 826, 962]
ad-number: 28 bbox=[322, 532, 334, 543]
ad-number: 5 bbox=[940, 351, 946, 362]
classified-text: اس سلسلے میں تمام متعلقہ افراد کو مطلع کیا جاتا ہے کہ مقررہ تاریخ اور وقت پر حاضر ہوں بصورت دیگر یکطرفہ کارروائی عمل میں لائی جائے گی جس کے ذمہ دار خود ہوں گے bbox=[702, 639, 826, 672]
price-note: 0300-2010100 244739 245573 273841 11.48738 11.30986 2010 1122 220 170 6300 1400 1500 1200 130 110 48 60 25 16 14 13 11 10 9 8 6 bbox=[346, 158, 456, 194]
column-6 bbox=[578, 26, 698, 1770]
classified-text: قیمت مناسب معیار بہترین فوری رابطہ کریں محدود اسٹاک دستیاب ہے پہلے آئیے پہلے پائیے کی بنیاد پر آرڈر وصول کیے جائیں گے bbox=[834, 320, 950, 344]
classified-text: اس سلسلے میں تمام متعلقہ افراد کو مطلع کیا جاتا ہے کہ مقررہ تاریخ اور وقت پر حاضر ہوں بصورت دیگر یکطرفہ کارروائی عمل میں لائی جائے گی جس کے ذمہ دار خود ہوں گے bbox=[834, 718, 950, 751]
ad-number: 30 bbox=[322, 1028, 334, 1039]
classified-text: ضرورت ہے تجربہ کار افراد کے لئے بہترین مواقع موجود ہیں رابطہ کریں دفتر کے اوقات میں تفصیلات کے لئے درج ذیل نمبر پر کال کریں شرائط و ضوابط لاگو ہوں گے مزید معلومات کے لئے ہماری ویب سائٹ ملاحظہ فرمائیں اور اپنی درخواست جمع کروائیں آخری تاریخ سے قبل bbox=[9, 1170, 111, 1230]
legal-place-3: Bat bbox=[9, 845, 19, 853]
ad-number: 1 bbox=[940, 31, 946, 42]
column-4 bbox=[342, 26, 460, 1770]
legal-ref-10: 136 الیکٹرانک bbox=[9, 631, 45, 639]
classified-text: قیمت مناسب معیار بہترین فوری رابطہ کریں محدود اسٹاک دستیاب ہے پہلے آئیے پہلے پائیے کی بنیاد پر آرڈر وصول کیے جائیں گے bbox=[9, 1083, 111, 1116]
misc-code: (RSF) bbox=[582, 1136, 599, 1144]
ad-header-4[interactable] bbox=[834, 170, 950, 183]
classified-text: ضرورت ہے تجربہ کار افراد کے لئے بہترین مواقع موجود ہیں رابطہ کریں دفتر کے اوقات میں تفصیلات کے لئے درج ذیل نمبر پر کال کریں شرائط و ضوابط لاگو ہوں گے مزید معلومات کے لئے ہماری ویب سائٹ ملاحظہ فرمائیں اور اپنی درخواست جمع کروائیں آخری تاریخ سے قبل bbox=[226, 27, 338, 77]
price-note: 250 L bbox=[464, 668, 480, 676]
stf-code: STF bbox=[9, 920, 21, 928]
mini-ad-rate-prefix: خط bbox=[159, 986, 177, 997]
masthead-urdu-area bbox=[762, 6, 954, 19]
phone-icon: ☎ کراچی آفس bbox=[76, 137, 107, 159]
ad-number: 9 bbox=[816, 162, 822, 173]
ad-number: 3 bbox=[940, 965, 946, 976]
ad-number: 6 bbox=[940, 461, 946, 472]
ad-label: اشتہار bbox=[468, 1072, 493, 1082]
ad-header-31[interactable] bbox=[226, 943, 338, 956]
misc-code: (Avaaz) bbox=[702, 1146, 724, 1154]
ad-number: 13 bbox=[678, 31, 690, 42]
ad-label: کشتہ جات bbox=[838, 32, 876, 41]
price-note: 0300-2010100 244739 245573 273841 11.48738 11.30986 2010 1122 220 170 6300 1400 1500 1200 130 110 48 60 25 16 14 13 11 10 9 8 6 bbox=[226, 818, 338, 853]
ad-label: ضرورت bbox=[586, 929, 615, 939]
ad-label: اعلان عام bbox=[468, 806, 504, 816]
classified-text: اس سلسلے میں تمام متعلقہ افراد کو مطلع کیا جاتا ہے کہ مقررہ تاریخ اور وقت پر حاضر ہوں بصورت دیگر یکطرفہ کارروائی عمل میں لائی جائے گی جس کے ذمہ دار خود ہوں گے bbox=[346, 423, 456, 456]
ad-label: گمشدگی bbox=[706, 1024, 740, 1034]
price-note: 0300-2010100 244739 245573 273841 11.48738 11.30986 2010 1122 220 170 6300 1400 1500 1200 130 110 48 60 25 16 14 13 11 10 9 8 6 bbox=[464, 735, 574, 771]
classified-text: اس سلسلے میں تمام متعلقہ افراد کو مطلع کیا جاتا ہے کہ مقررہ تاریخ اور وقت پر حاضر ہوں بصورت دیگر یکطرفہ کارروائی عمل میں لائی جائے گی جس کے ذمہ دار خود ہوں گے bbox=[346, 698, 456, 732]
ad-number: 7 bbox=[940, 563, 946, 574]
classified-text: قیمت مناسب معیار بہترین فوری رابطہ کریں محدود اسٹاک دستیاب ہے پہلے آئیے پہلے پائیے کی بنیاد پر آرڈر وصول کیے جائیں گے bbox=[582, 944, 694, 968]
ad-label: ٹینڈر bbox=[706, 584, 724, 594]
classified-text: اس سلسلے میں تمام متعلقہ افراد کو مطلع کیا جاتا ہے کہ مقررہ تاریخ اور وقت پر حاضر ہوں بصورت دیگر یکطرفہ کارروائی عمل میں لائی جائے گی جس کے ذمہ دار خود ہوں گے bbox=[582, 102, 694, 135]
ad-header-1[interactable] bbox=[834, 30, 950, 43]
classified-text: ضرورت ہے تجربہ کار افراد کے لئے بہترین مواقع موجود ہیں رابطہ کریں دفتر کے اوقات میں تفصیلات کے لئے درج ذیل نمبر پر کال کریں شرائط و ضوابط لاگو ہوں گے مزید معلومات کے لئے ہماری ویب سائٹ ملاحظہ فرمائیں اور اپنی درخواست جمع کروائیں آخری تاریخ سے قبل bbox=[226, 219, 338, 269]
ad-number: 32 bbox=[322, 1139, 334, 1150]
classified-text: اس سلسلے میں تمام متعلقہ افراد کو مطلع کیا جاتا ہے کہ مقررہ تاریخ اور وقت پر حاضر ہوں بصورت دیگر یکطرفہ کارروائی عمل میں لائی جائے گی جس کے ذمہ دار خود ہوں گے bbox=[118, 844, 218, 886]
legal-time-4: 8:30 bbox=[9, 908, 22, 916]
classified-text: قیمت مناسب معیار بہترین فوری رابطہ کریں محدود اسٹاک دستیاب ہے پہلے آئیے پہلے پائیے کی بنیاد پر آرڈر وصول کیے جائیں گے bbox=[582, 444, 694, 469]
notice-date: 10-09-2025 bbox=[226, 603, 258, 611]
legal-date-4: 28-08-2025 bbox=[9, 529, 41, 537]
ad-header-5[interactable] bbox=[834, 350, 950, 363]
classified-text: ضرورت ہے تجربہ کار افراد کے لئے بہترین مواقع موجود ہیں رابطہ کریں دفتر کے اوقات میں تفصیلات کے لئے درج ذیل نمبر پر کال کریں شرائط و ضوابط لاگو ہوں گے مزید معلومات کے لئے ہماری ویب سائٹ ملاحظہ فرمائیں اور اپنی درخواست جمع کروائیں آخری تاریخ سے قبل bbox=[226, 547, 338, 598]
ad-header-32[interactable] bbox=[226, 1138, 338, 1151]
classified-text: اس سلسلے میں تمام متعلقہ افراد کو مطلع کیا جاتا ہے کہ مقررہ تاریخ اور وقت پر حاضر ہوں بصورت دیگر یکطرفہ کارروائی عمل میں لائی جائے گی جس کے ذمہ دار خود ہوں گے bbox=[464, 108, 574, 141]
legal-ref-4: 03 جو bbox=[9, 316, 25, 324]
mini-ad-rate-suffix: روپے فی سطر bbox=[150, 975, 215, 986]
classified-text: اس سلسلے میں تمام متعلقہ افراد کو مطلع کیا جاتا ہے کہ مقررہ تاریخ اور وقت پر حاضر ہوں بصورت دیگر یکطرفہ کارروائی عمل میں لائی جائے گی جس کے ذمہ دار خود ہوں گے bbox=[9, 1024, 111, 1066]
legal-date-7: 02-09-2025 bbox=[9, 808, 41, 816]
classified-text: قیمت مناسب معیار بہترین فوری رابطہ کریں محدود اسٹاک دستیاب ہے پہلے آئیے پہلے پائیے کی بنیاد پر آرڈر وصول کیے جائیں گے bbox=[582, 787, 694, 811]
legal-date-8: 04-09-2025 bbox=[9, 895, 41, 903]
classified-text: اس سلسلے میں تمام متعلقہ افراد کو مطلع کیا جاتا ہے کہ مقررہ تاریخ اور وقت پر حاضر ہوں بصورت دیگر یکطرفہ کارروائی عمل میں لائی جائے گی جس کے ذمہ دار خود ہوں گے bbox=[226, 780, 338, 813]
legal-heading-line: SUIT FOR RECOVERY OF bbox=[9, 483, 95, 491]
classified-text: اس سلسلے میں تمام متعلقہ افراد کو مطلع کیا جاتا ہے کہ مقررہ تاریخ اور وقت پر حاضر ہوں بصورت دیگر یکطرفہ کارروائی عمل میں لائی جائے گی جس کے ذمہ دار خود ہوں گے bbox=[834, 981, 950, 1014]
legal-heading-line: MAINTENANCE bbox=[9, 359, 61, 367]
ad-header-22[interactable] bbox=[464, 587, 574, 600]
column-5 bbox=[460, 26, 578, 1770]
classified-text: قیمت مناسب معیار بہترین فوری رابطہ کریں محدود اسٹاک دستیاب ہے پہلے آئیے پہلے پائیے کی بنیاد پر آرڈر وصول کیے جائیں گے bbox=[582, 1107, 694, 1131]
ad-header-21[interactable] bbox=[464, 240, 574, 253]
ad-header-27[interactable] bbox=[226, 379, 338, 392]
display-ad-phone[interactable]: 021-35655270,71,72 bbox=[21, 112, 99, 137]
ad-label: مکان فروخت bbox=[230, 84, 279, 94]
phone-icon-label: کراچی آفس bbox=[76, 151, 107, 159]
ad-number: 14 bbox=[678, 171, 690, 182]
legal-date-5: 10-09-2025 bbox=[9, 667, 41, 675]
classified-text: اس سلسلے میں تمام متعلقہ افراد کو مطلع کیا جاتا ہے کہ مقررہ تاریخ اور وقت پر حاضر ہوں بصورت دیگر یکطرفہ کارروائی عمل میں لائی جائے گی جس کے ذمہ دار خود ہوں گے bbox=[582, 1069, 694, 1102]
ad-number: 29 bbox=[322, 764, 334, 775]
ad-number: 4 bbox=[940, 171, 946, 182]
ad-label: نیلام bbox=[468, 682, 486, 692]
classified-text: ضرورت ہے تجربہ کار افراد کے لئے بہترین مواقع موجود ہیں رابطہ کریں دفتر کے اوقات میں تفصیلات کے لئے درج ذیل نمبر پر کال کریں شرائط و ضوابط لاگو ہوں گے مزید معلومات کے لئے ہماری ویب سائٹ ملاحظہ فرمائیں اور اپنی درخواست جمع کروائیں آخری تاریخ سے قبل bbox=[226, 1184, 338, 1234]
classified-text: اس سلسلے میں تمام متعلقہ افراد کو مطلع کیا جاتا ہے کہ مقررہ تاریخ اور وقت پر حاضر ہوں بصورت دیگر یکطرفہ کارروائی عمل میں لائی جائے گی جس کے ذمہ دار خود ہوں گے bbox=[118, 188, 218, 230]
column-3 bbox=[222, 26, 342, 1770]
legal-num-72: 72 bbox=[9, 1146, 16, 1154]
classified-text: قیمت مناسب معیار بہترین فوری رابطہ کریں محدود اسٹاک دستیاب ہے پہلے آئیے پہلے پائیے کی بنیاد پر آرڈر وصول کیے جائیں گے bbox=[346, 908, 456, 933]
mini-ad-phone[interactable]: 021-35655270,71,72 bbox=[124, 1014, 212, 1026]
classified-text: قیمت مناسب معیار بہترین فوری رابطہ کریں محدود اسٹاک دستیاب ہے پہلے آئیے پہلے پائیے کی بنیاد پر آرڈر وصول کیے جائیں گے bbox=[346, 330, 456, 354]
ad-header-13[interactable] bbox=[582, 30, 694, 43]
classified-text: اس سلسلے میں تمام متعلقہ افراد کو مطلع کیا جاتا ہے کہ مقررہ تاریخ اور وقت پر حاضر ہوں بصورت دیگر یکطرفہ کارروائی عمل میں لائی جائے گی جس کے ذمہ دار خود ہوں گے bbox=[346, 120, 456, 153]
classified-text: ضرورت ہے تجربہ کار افراد کے لئے بہترین مواقع موجود ہیں رابطہ کریں دفتر کے اوقات میں تفصیلات کے لئے درج ذیل نمبر پر کال کریں شرائط و ضوابط لاگو ہوں گے مزید معلومات کے لئے ہماری ویب سائٹ ملاحظہ فرمائیں اور اپنی درخواست جمع کروائیں آخری تاریخ سے قبل bbox=[582, 186, 694, 237]
classified-text: قیمت مناسب معیار بہترین فوری رابطہ کریں محدود اسٹاک دستیاب ہے پہلے آئیے پہلے پائیے کی بنیاد پر آرڈر وصول کیے جائیں گے bbox=[346, 461, 456, 486]
classified-text: اس سلسلے میں تمام متعلقہ افراد کو مطلع کیا جاتا ہے کہ مقررہ تاریخ اور وقت پر حاضر ہوں بصورت دیگر یکطرفہ کارروائی عمل میں لائی جائے گی جس کے ذمہ دار خود ہوں گے bbox=[118, 323, 218, 365]
classified-text: ضرورت ہے تجربہ کار افراد کے لئے بہترین مواقع موجود ہیں رابطہ کریں دفتر کے اوقات میں تفصیلات کے لئے درج ذیل نمبر پر کال کریں شرائط و ضوابط لاگو ہوں گے مزید معلومات کے لئے ہماری ویب سائٹ ملاحظہ فرمائیں اور اپنی درخواست جمع کروائیں آخری تاریخ سے قبل bbox=[702, 27, 826, 77]
notice-ref: VFNB-38 bbox=[226, 489, 252, 497]
classified-text: قیمت مناسب معیار بہترین فوری رابطہ کریں محدود اسٹاک دستیاب ہے پہلے آئیے پہلے پائیے کی بنیاد پر آرڈر وصول کیے جائیں گے bbox=[702, 300, 826, 324]
legal-ref-1: -85/25 25- bbox=[9, 232, 38, 240]
price-note: 0300-2010100 244739 245573 273841 11.48738 11.30986 2010 1122 220 170 6300 1400 1500 1200 130 110 48 60 25 16 14 13 11 10 9 8 6 bbox=[702, 120, 826, 156]
product-code-250l: 250 L bbox=[834, 1140, 850, 1148]
classified-text: ضرورت ہے تجربہ کار افراد کے لئے بہترین مواقع موجود ہیں رابطہ کریں دفتر کے اوقات میں تفصیلات کے لئے درج ذیل نمبر پر کال کریں شرائط و ضوابط لاگو ہوں گے مزید معلومات کے لئے ہماری ویب سائٹ ملاحظہ فرمائیں اور اپنی درخواست جمع کروائیں آخری تاریخ سے قبل bbox=[834, 663, 950, 713]
ad-label: پلاٹ و فلیٹ bbox=[468, 589, 513, 598]
classified-text: ضرورت ہے تجربہ کار افراد کے لئے بہترین مواقع موجود ہیں رابطہ کریں دفتر کے اوقات میں تفصیلات کے لئے درج ذیل نمبر پر کال کریں شرائط و ضوابط لاگو ہوں گے مزید معلومات کے لئے ہماری ویب سائٹ ملاحظہ فرمائیں اور اپنی درخواست جمع کروائیں آخری تاریخ سے قبل bbox=[346, 227, 456, 287]
price-note: 0300-2010100 244739 245573 273841 11.48738 11.30986 2010 1122 220 170 6300 1400 1500 1200 130 110 48 60 25 16 14 13 11 10 9 8 6 bbox=[582, 1028, 694, 1064]
stf-code: STF bbox=[118, 311, 130, 319]
classified-text: قیمت مناسب معیار بہترین فوری رابطہ کریں محدود اسٹاک دستیاب ہے پہلے آئیے پہلے پائیے کی بنیاد پر آرڈر وصول کیے جائیں گے bbox=[118, 556, 218, 589]
ad-header-11[interactable] bbox=[702, 442, 826, 455]
classified-text: اس سلسلے میں تمام متعلقہ افراد کو مطلع کیا جاتا ہے کہ مقررہ تاریخ اور وقت پر حاضر ہوں بصورت دیگر یکطرفہ کارروائی عمل میں لائی جائے گی جس کے ذمہ دار خود ہوں گے bbox=[702, 262, 826, 295]
display-ad-rate bbox=[13, 68, 107, 93]
classified-text: ضرورت ہے تجربہ کار افراد کے لئے بہترین مواقع موجود ہیں رابطہ کریں دفتر کے اوقات میں تفصیلات کے لئے درج ذیل نمبر پر کال کریں شرائط و ضوابط لاگو ہوں گے مزید معلومات کے لئے ہماری ویب سائٹ ملاحظہ فرمائیں اور اپنی درخواست جمع کروائیں آخری تاریخ سے قبل bbox=[118, 1183, 218, 1242]
notice-ref: 417 bbox=[226, 695, 237, 703]
classified-text: اس سلسلے میں تمام متعلقہ افراد کو مطلع کیا جاتا ہے کہ مقررہ تاریخ اور وقت پر حاضر ہوں بصورت دیگر یکطرفہ کارروائی عمل میں لائی جائے گی جس کے ذمہ دار خود ہوں گے bbox=[9, 245, 111, 287]
classified-text: اس سلسلے میں تمام متعلقہ افراد کو مطلع کیا جاتا ہے کہ مقررہ تاریخ اور وقت پر حاضر ہوں بصورت دیگر یکطرفہ کارروائی عمل میں لائی جائے گی جس کے ذمہ دار خود ہوں گے bbox=[226, 287, 338, 320]
classified-text: ضرورت ہے تجربہ کار افراد کے لئے بہترین مواقع موجود ہیں رابطہ کریں دفتر کے اوقات میں تفصیلات کے لئے درج ذیل نمبر پر کال کریں شرائط و ضوابط لاگو ہوں گے مزید معلومات کے لئے ہماری ویب سائٹ ملاحظہ فرمائیں اور اپنی درخواست جمع کروائیں آخری تاریخ سے قبل bbox=[702, 966, 826, 1017]
legal-ref-9: 1633 / 8 bbox=[9, 618, 32, 626]
ad-header-30[interactable] bbox=[226, 1027, 338, 1040]
legal-date-1: 04-09-2025 bbox=[9, 371, 41, 379]
ad-header-7[interactable] bbox=[834, 562, 950, 575]
classified-text: ضرورت ہے تجربہ کار افراد کے لئے بہترین مواقع موجود ہیں رابطہ کریں دفتر کے اوقات میں تفصیلات کے لئے درج ذیل نمبر پر کال کریں شرائط و ضوابط لاگو ہوں گے مزید معلومات کے لئے ہماری ویب سائٹ ملاحظہ فرمائیں اور اپنی درخواست جمع کروائیں آخری تاریخ سے قبل bbox=[118, 73, 218, 133]
legal-ref-7: -0308-9557043 bbox=[9, 470, 51, 478]
classified-text: قیمت مناسب معیار بہترین فوری رابطہ کریں محدود اسٹاک دستیاب ہے پہلے آئیے پہلے پائیے کی بنیاد پر آرڈر وصول کیے جائیں گے bbox=[226, 1289, 338, 1314]
classified-text: اس سلسلے میں تمام متعلقہ افراد کو مطلع کیا جاتا ہے کہ مقررہ تاریخ اور وقت پر حاضر ہوں بصورت دیگر یکطرفہ کارروائی عمل میں لائی جائے گی جس کے ذمہ دار خود ہوں گے bbox=[834, 578, 950, 612]
classified-text: ضرورت ہے تجربہ کار افراد کے لئے بہترین مواقع موجود ہیں رابطہ کریں دفتر کے اوقات میں تفصیلات کے لئے درج ذیل نمبر پر کال کریں شرائط و ضوابط لاگو ہوں گے مزید معلومات کے لئے ہماری ویب سائٹ ملاحظہ فرمائیں اور اپنی درخواست جمع کروائیں آخری تاریخ سے قبل bbox=[582, 47, 694, 97]
ad-number: 23 bbox=[558, 682, 570, 693]
